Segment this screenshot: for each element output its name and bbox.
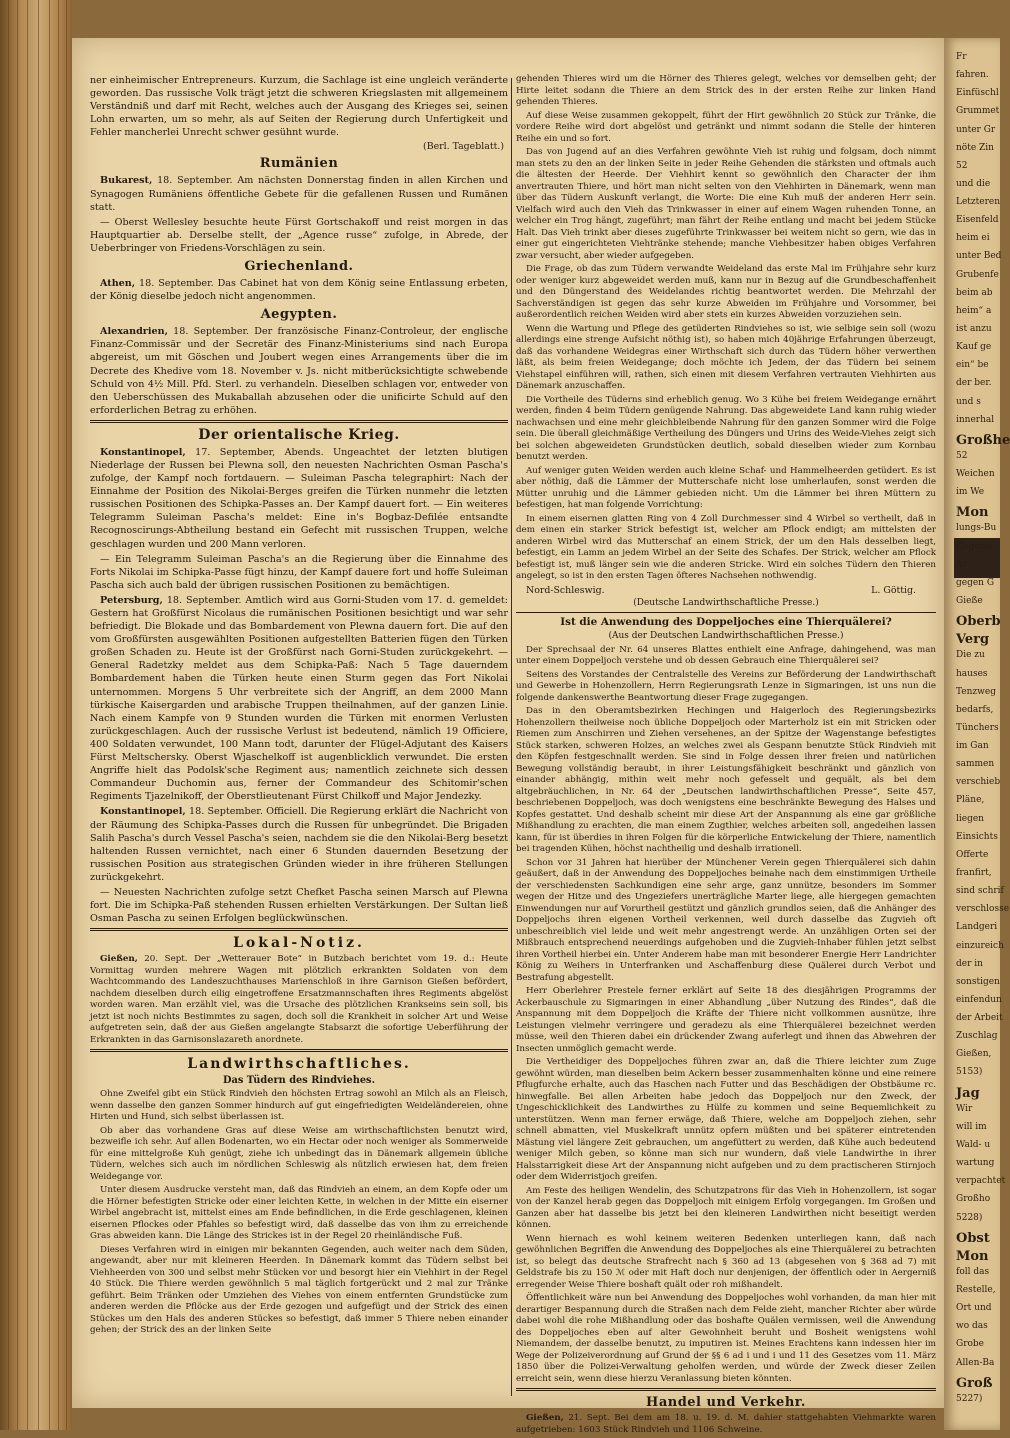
dateline-giessen-2: Gießen, — [526, 1413, 564, 1423]
heading-doppeljoch: Ist die Anwendung des Doppeljoches eine Thierquälerei? — [560, 615, 892, 628]
strip-text-fragment: Verg — [956, 632, 990, 648]
paragraph-rumaenien-2: — Oberst Wellesley besuchte heute Fürst Gortschakoff und reist morgen in das Hauptquartier ab. Derselbe stellt, der „Agence russe“ zufolge, in Abrede, der Ueberbringer von Friedens-Vorschlägen zu sein. — [90, 216, 508, 254]
strip-text-fragment: franfirt, — [956, 868, 992, 878]
paragraph-krieg-4 — [90, 805, 508, 884]
strip-text-fragment: Offerte — [956, 849, 989, 860]
paragraph-handel — [516, 1413, 936, 1436]
paragraph-doppel-4: Schon vor 31 Jahren hat hierüber der Münchener Verein gegen Thierquälerei sich dahin geäußert, daß in der Anwendung des Doppeljoches beinahe nach dem einstimmigen Urtheile der verschiedensten Sachkundigen eine sehr arge, ganz unnütze, besonders im Sommer wegen der Hitze und des Ungeziefers unerträgliche Marter liege, alle hiergegen gemachten Einwendungen nur auf Vorurtheil gestützt und gänzlich grundlos seien, daß die Anhänger des Doppeljochs ihren eigenen Vortheil verkennen, weil durch dasselbe das Zugvieh oft unbeschreiblich viel leide und weit mehr angestrengt werde. An unzähligen Orten sei der Mißbrauch entsprechend neuerdings aufgehoben und die Zugvieh-Inhaber fühlen jetzt selbst ihren Vortheil hierbei ein. Unter Anderem habe man mit besonderer Energie Herr Landrichter König zu Weihers in Unterfranken und Aschaffenburg diese Quälerei durch Verbot und Bestrafung abgestellt. — [516, 857, 936, 983]
strip-text-fragment: 5153) — [956, 1067, 983, 1078]
strip-text-fragment: im Gan — [956, 741, 989, 752]
strip-text-fragment: und s — [956, 396, 981, 407]
strip-text-fragment: Mon — [956, 1248, 989, 1264]
article-intro-paragraph: ner einheimischer Entrepreneurs. Kurzum, die Sachlage ist eine ungleich veränderte geworden. Das russische Volk trägt jetzt die schweren Kriegslasten mit allgemeinem Verständniß und darf mit Recht, welches auch der Ausgang des Krieges sei, seinen Lohn erwarten, um so mehr, als auf Seiten der Regierung durch Unfertigkeit und Fehler mancherlei Unrecht schwer gesühnt wurde. — [90, 75, 508, 139]
paragraph-aegypten — [90, 325, 508, 417]
strip-text-fragment: unter Gr — [956, 124, 996, 135]
strip-text-fragment: Jag — [956, 1085, 980, 1101]
heading-lokal-notiz: Lokal-Notiz. — [233, 935, 365, 952]
text-handel: 21. Sept. Bei dem am 18. u. 19. d. M. dahier stattgehabten Viehmarkte waren aufgetrieben: 1603 Stück Rindvieh und 1106 Schweine. — [516, 1413, 936, 1435]
strip-text-fragment: einzureich — [956, 940, 1004, 951]
paragraph-cont-4: Die Frage, ob das zum Tüdern verwandte Weideland das erste Mal im Frühjahre sehr kurz oder weniger kurz abgeweidet werden muß, kann nur in Bezug auf die Grundbeschaffenheit und den Düngerstand des Weidelandes richtig beantwortet werden. Die Mehrzahl der Sachverständigen ist gegen das sehr kurze Abweiden im Frühjahre und Vorsommer, bei außerordentlich reichen Weiden wird aber stets ein kurzes Abweiden vorzuziehen sein. — [516, 264, 936, 320]
strip-text-fragment: Ort und — [956, 1303, 992, 1314]
strip-text-fragment: Gießen, — [956, 1049, 992, 1060]
heading-handel: Handel und Verkehr. — [646, 1395, 806, 1410]
right-column — [516, 74, 936, 1438]
paragraph-doppel-2: Seitens des Vorstandes der Centralstelle des Vereins zur Beförderung der Landwirthschaft und Gewerbe in Hohenzollern, Herrn Regierungsrath Lenze in Sigmaringen, ist uns nun die folgende dankenswerthe Beantwortung dieser Frage zugegangen. — [516, 669, 936, 703]
strip-text-fragment: Wald- u — [956, 1140, 991, 1150]
intro-source: (Berl. Tageblatt.) — [423, 141, 504, 153]
strip-text-fragment: Grummet — [956, 106, 1000, 117]
strip-text-fragment: Letzteren — [956, 197, 1001, 208]
strip-text-fragment: ist anzu — [956, 324, 992, 334]
strip-text-fragment: Fr — [956, 52, 967, 62]
dateline-athen: Athen, — [100, 278, 136, 290]
heading-griechenland: Griechenland. — [244, 259, 354, 275]
heading-aegypten: Aegypten. — [260, 307, 338, 323]
paragraph-landw-1: Ohne Zweifel gibt ein Stück Rindvieh den höchsten Ertrag sowohl an Milch als an Fleisch, wenn dasselbe den ganzen Sommer hindurch auf gut eingefriedigten Weideländereien, ohne Hirten und Hund, sich selbst überlassen ist. — [90, 1089, 508, 1123]
paragraph-griechenland — [90, 277, 508, 303]
strip-text-fragment: ein“ be — [956, 360, 989, 371]
text-lokal: 20. Sept. Der „Wetterauer Bote“ in Butzbach berichtet vom 19. d.: Heute Vormittag wurden mehrere Wagen mit plötzlich erkrankten Soldaten von dem Wachtcommando des Landeszuchthauses Marienschloß in ihre Garnison Gießen befördert, nachdem dieselben durch eilig eingetroffene Ersatzmannschaften ihres Regiments abgelöst worden waren. Man erzählt viel, was die Ursache des plötzlichen Krankseins sein soll, bis jetzt ist noch nichts Bestimmtes zu sagen, doch soll die Krankheit in solcher Art und Weise aufgetreten sein, daß der aus Gießen angelangte Stabsarzt die sofortige Ueberführung der Erkrankten in das Garnisonslazareth anordnete. — [90, 954, 509, 1045]
paragraph-cont-7: Auf weniger guten Weiden werden auch kleine Schaf- und Hammelheerden getüdert. Es ist aber nöthig, daß die Lämmer der Mutterschafe nicht lose umherlaufen, sonst werden die Mütter unruhig und die Lämmer gebieden nicht. Um die Lämmer bei ihren Müttern zu befestigen, hat man folgende Vorrichtung: — [516, 465, 936, 510]
strip-text-fragment: unter Bed — [956, 251, 1002, 262]
strip-text-fragment: Großho — [956, 1194, 991, 1205]
section-rule — [516, 1388, 936, 1391]
paragraph-doppel-8: Wenn hiernach es wohl keinem weiteren Bedenken unterliegen kann, daß nach gewöhnlichen Begriffen die Anwendung des Doppeljoches als eine Thierquälerei zu betrachten ist, so belegt das deutsche Strafrecht nach § 360 ad 13 (abgesehen von § 368 ad 7) mit Geldstrafe bis zu 150 ℳ oder mit Haft doch nur denjenigen, der öffentlich oder in Aergerniß erregender Weise Thiere boshaft quält oder roh mißhandelt. — [516, 1233, 936, 1290]
strip-text-fragment: wo das — [956, 1321, 988, 1332]
strip-text-fragment: Mon — [956, 505, 989, 521]
paragraph-doppel-9: Öffentlichkeit wäre nun bei Anwendung des Doppeljoches wohl vorhanden, da man hier mit derartiger Bespannung durch die Straßen nach dem Felde zieht, mancher Richter aber würde dabei wohl die rohe Mißhandlung oder das boshafte Quälen vermissen, weil die Anwendung des Doppeljoches eben auf alter Gewohnheit beruht und Bosheit wenigstens wohl Niemandem, der dasselbe benutzt, zu imputiren ist. Meines Erachtens kann indessen hier im Wege der Polizeiverordnung auf Grund der §§ 6 ad i und i und 11 des Gesetzes vom 11. März 1850 über die Polizei-Verwaltung geholfen werden, und würde der Zweck dieser Zeilen erreicht sein, wenn diese hierzu Veranlassung bieten könnten. — [516, 1293, 936, 1384]
paragraph-cont-3: Das von Jugend auf an dies Verfahren gewöhnte Vieh ist ruhig und folgsam, doch nimmt man stets zu den an der linken Seite in jeder Reihe Gehenden die stärksten und oftmals auch die ältesten der Heerde. Der Viehhirt kennt so gewöhnlich den Character der ihm anvertrauten Thiere, und hört man nicht selten von den Viehhirten in Dänemark, wenn man über das Tüdern Auskunft verlangt, die Worte: Die eine Kuh muß der anderen Herr sein. Vielfach wird auch den Vieh das Trinkwasser in einer auf einem Wagen ruhenden Tonne, an welcher ein Trog hängt, zugeführt; man fährt der Reihe entlang und macht bei jedem Stücke Halt. Das Vieh trinkt aber dieses zugeführte Trinkwasser bei weitem nicht so gern, wie das in einer gut eingerichteten Viehtränke stehende; manche Viehbesitzer haben obiges Verfahren zwar versucht, aber wieder aufgegeben. — [516, 147, 936, 261]
dateline-konstantinopel: Konstantinopel, — [100, 446, 186, 458]
strip-text-fragment: verschlosse — [956, 904, 1010, 915]
strip-text-fragment: Landgeri — [956, 922, 998, 933]
strip-text-fragment: Gieße — [956, 596, 983, 606]
strip-text-fragment: Groß — [956, 1375, 993, 1391]
doppeljoch-source: (Aus der Deutschen Landwirthschaftlichen Presse.) — [608, 630, 844, 641]
strip-text-fragment: 52 — [956, 450, 968, 461]
paragraph-krieg-3 — [90, 594, 508, 804]
strip-text-fragment: Kauf ge — [956, 342, 992, 353]
strip-text-fragment: sonstigen — [956, 976, 1000, 987]
strip-text-fragment: Tünchers — [956, 722, 999, 733]
text-aegypten: 18. September. Der französische Finanz-Controleur, der englische Finanz-Commissär und der Secretär des Finanz-Ministeriums sind nach Europa abgereist, um mit Göschen und Joubert wegen eines Arrangements über die im Decrete des Khedive vom 18. November v. Js. nicht mitberücksichtigte schwebende Schuld von 4½ Mill. Pfd. Sterl. zu verhandeln. Dieselben schlagen vor, entweder von den Ueberschüssen des Mukaballah abzusehen oder die unificirte Schuld auf den erforderlichen Betrag zu erhöhen. — [90, 326, 508, 416]
left-column — [90, 74, 508, 1339]
text-krieg-4: 18. September. Officiell. Die Regierung erklärt die Nachricht von der Räumung des Schipka-Passes durch die Russen für unbegründet. Die Brigaden Salih Pascha's durch Vessel Pascha's seien, nachdem sie die den Nikolai-Berg besetzt haltenden Russen vernichtet, nach einer 6 Stunden dauernden Besetzung der russischen Position aus strategischen Gründen wieder in ihre früheren Stellungen zurückgekehrt. — [90, 806, 508, 883]
paragraph-landw-4: Dieses Verfahren wird in einigen mir bekannten Gegenden, auch weiter nach dem Süden, angewandt, aber nur mit kleineren Heerden. In Dänemark kommt das Tüdern selbst bei Viehheerden von 300 und selbst mehr Stücken vor und besorgt hier ein Viehhirt in der Regel 40 Stück. Die Thiere werden gewöhnlich 5 mal täglich fortgerückt und 2 mal zur Tränke geführt. Beim Tränken oder Umziehen des Viehes von einem entfernten Grundstücke zum anderen werden die Pflöcke aus der Erde gezogen und aufgefügt und der Strick des einen Stückes um den Hals des anderen Stückes so befestigt, daß immer 5 Thiere neben einander gehen; der Strick des an der linken Seite — [90, 1244, 508, 1336]
section-rule — [516, 612, 936, 613]
paragraph-doppel-3: Das in den Oberamtsbezirken Hechingen und Haigerloch des Regierungsbezirks Hohenzollern theilweise noch übliche Doppeljoch oder Marterholz ist ein mit Stricken oder Riemen zum Anschirren und Ziehen versehenes, an der Spitze der Wagenstange befestigtes Stück starken, schweren Holzes, an welches zwei als Gespann benutzte Stück Rindvieh mit den Köpfen festgeschnallt werden. Sie sind in Folge dessen ihrer freien und natürlichen Bewegung vollständig beraubt, in ihrer Leistungsfähigkeit beschränkt und gänzlich von einander abhängig, mithin weit mehr noch gefesselt und gequält, als bei dem altgebräuchlichen, in Nr. 64 der „Deutschen landwirthschaftlichen Presse“, Seite 457, beschriebenen Doppeljoch, was doch wenigstens eine beschränkte Bewegung des Halses und Kopfes gestattet. Und deshalb scheint mir diese Art der Anspannung als eine gar größliche Mißhandlung zu erachten, die man einem Zugthier, welches arbeiten soll, angedeihen lassen kann, für ist überdies in ihren Folgen für die körperliche Entwickelung der Thiere, namentlich bei tragenden Kühen, höchst nachtheilig und deshalb irrationell. — [516, 706, 936, 854]
paragraph-krieg-2: — Ein Telegramm Suleiman Pascha's an die Regierung über die Einnahme des Forts Nikolai im Schipka-Passe fügt hinzu, der Kampf dauere fort und hoffe Suleiman Pascha sich auch bald der übrigen russischen Positionen zu bemächtigen. — [90, 553, 508, 591]
column-divider — [511, 78, 512, 1396]
paragraph-doppel-5: Herr Oberlehrer Prestele ferner erklärt auf Seite 18 des diesjährigen Programms der Ackerbauschule zu Sigmaringen in einer Abhandlung „über Nutzung des Rindes“, daß die Anspannung mit dem Doppeljoch die Kräfte der Thiere nicht vollkommen ausnütze, ihre Leistungen vielmehr verringere und geradezu als eine Thierquälerei bezeichnet werden müsse, weil den Thieren dabei ein drückender Zwang auferlegt und ihnen das Abwehren der Insecten unmöglich gemacht werde. — [516, 986, 936, 1054]
strip-text-fragment: Zuschlag — [956, 1031, 998, 1042]
strip-text-fragment: Tenzweg — [956, 686, 996, 697]
paragraph-cont-8: In einem eisernen glatten Ring von 4 Zoll Durchmesser sind 4 Wirbel so vertheilt, daß in dem einen ein starker Strick befestigt ist, welcher am Pflock endigt; am mittelsten der anderen Wirbel wird das Mutterschaf an einem Strick, der um den Hals desselben liegt, befestigt, ein Lamm an jedem Wirbel an der Seite des Schafes. Der Strick, welcher am Pflock befestigt ist, muß länger sein wie die anderen Stricke. Wird ein solches Tüdern den Thieren angelegt, so ist in den ersten Tagen öfteres Nachsehen nothwendig. — [516, 513, 936, 581]
strip-text-fragment: 5227) — [956, 1393, 983, 1404]
section-rule — [90, 928, 508, 931]
heading-rumaenien: Rumänien — [259, 156, 339, 172]
strip-text-fragment: Großhe — [956, 432, 1010, 448]
strip-text-fragment: innerhal — [956, 414, 995, 425]
adjacent-page-strip — [944, 38, 1010, 1430]
strip-text-fragment: 5228) — [956, 1212, 983, 1223]
text-griechenland: 18. September. Das Cabinet hat von dem König seine Entlassung erbeten, der König dieselbe jedoch nicht angenommen. — [90, 278, 508, 303]
heading-landwirthschaftliches: Landwirthschaftliches. — [187, 1056, 411, 1073]
text-rumaenien-1: 18. September. Am nächsten Donnerstag finden in allen Kirchen und Synagogen Rumäniens öffentliche Gebete für die gefallenen Russen und Rumänen statt. — [90, 175, 508, 213]
paragraph-cont-6: Die Vortheile des Tüderns sind erheblich genug. Wo 3 Kühe bei freiem Weidegange ernährt werden, finden 4 beim Tüdern genügende Nahrung. Das abgeweidete Land kann ruhig wieder nachwachsen und eine mehr gleichbleibende Nahrung für den ganzen Sommer wird die Folge sein. Die überall gleichmäßige Vertheilung des Düngers und Urins des Weide-Viehes zeigt sich bei solchen abgeweideten Grundstücken deutlich, sobald dieselben wieder zum Kornbau benutzt werden. — [516, 394, 936, 462]
paragraph-krieg-5: — Neuesten Nachrichten zufolge setzt Chefket Pascha seinen Marsch auf Plewna fort. Die im Schipka-Paß stehenden Russen erhielten Verstärkungen. Der Sultan ließ Osman Pascha zu seinen Erfolgen beglückwünschen. — [90, 886, 508, 925]
strip-text-fragment: heim ei — [956, 233, 990, 244]
paragraph-landw-2: Ob aber das vorhandene Gras auf diese Weise am wirthschaftlichsten benutzt wird, bezweifle ich sehr. Auf allen Bodenarten, wo ein Hectar oder noch weniger als Sommerweide für eine mittelgroße Kuh genügt, ziehe ich unbedingt das in Dänemark allgemein übliche Tüdern, welches sich auch im nördlichen Schleswig als nützlich erwiesen hat, dem freien Weidegange vor. — [90, 1125, 508, 1182]
strip-text-fragment: bedarfs, — [956, 704, 994, 715]
subheading-tuedern: Das Tüdern des Rindviehes. — [223, 1075, 375, 1087]
dateline-giessen: Gießen, — [100, 954, 138, 965]
dateline-petersburg: Petersburg, — [100, 594, 163, 606]
strip-text-fragment: Einfüschl — [956, 88, 999, 99]
heading-orientalische-krieg: Der orientalische Krieg. — [198, 426, 400, 443]
strip-text-fragment: beim ab — [956, 287, 993, 298]
strip-text-fragment: liegen — [956, 813, 984, 824]
strip-text-fragment: wartung — [956, 1158, 995, 1169]
strip-text-fragment: 52 — [956, 160, 968, 171]
strip-text-fragment: der ber. — [956, 378, 992, 389]
paragraph-doppel-7: Am Feste des heiligen Wendelin, des Schutzpatrons für das Vieh in Hohenzollern, ist sogar von der Kanzel herab gegen das Doppeljoch mit einigem Erfolg vorgegangen. Im Großen und Ganzen aber hat dasselbe bis jetzt bei den kleineren Landwirthen nicht beseitigt werden können. — [516, 1185, 936, 1230]
strip-text-fragment: hauses — [956, 668, 988, 679]
paragraph-cont-2: Auf diese Weise zusammen gekoppelt, führt der Hirt gewöhnlich 20 Stück zur Tränke, die vordere Reihe wird dort abgelöst und getränkt und nimmt sodann die Stelle der hinteren Reihe ein und so fort. — [516, 110, 936, 144]
section-rule — [90, 420, 508, 423]
strip-text-fragment: Gegenw — [956, 541, 994, 552]
strip-text-fragment: Weichen — [956, 469, 995, 480]
newspaper-page — [72, 38, 944, 1435]
paragraph-doppel-6: Die Vertheidiger des Doppeljoches führen zwar an, daß die Thiere leichter zum Zuge gewöhnt würden, man dieselben beim Ackern besser zusammenhalten könne und eine reinere Pflugfurche erhalte, auch das Haschen nach Futter und das Beschädigen der Obstbäume rc. hinwegfalle. Bei allen Arbeiten habe jedoch das Doppeljoch nur den Zweck, der Ungeschicklichkeit des Landwirthes zu Hülfe zu kommen und seine Bequemlichkeit zu unterstützen. Wenn man ferner erwäge, daß Thiere, welche am Doppeljoch ziehen, sehr schnell abmatten, viel Muskelkraft unnütz opfern müßten und bei späterer eintretenden Mästung viel längere Zeit gebrauchen, um angefüttert zu werden, daß Kühe auch bedeutend weniger Milch geben, so könne man sich nur wundern, daß viele Landwirthe in ihrer Halsstarrigkeit diese Art der Anspannung nicht aufgeben und zu dem practischeren Stirnjoch oder dem Widerristjoch greifen. — [516, 1057, 936, 1182]
dateline-konstantinopel-2: Konstantinopel, — [100, 806, 186, 818]
strip-text-fragment: der in — [956, 958, 983, 969]
book-binding-edge — [0, 0, 72, 1430]
strip-text-fragment: Grobe — [956, 1339, 984, 1350]
paragraph-rumaenien-1 — [90, 174, 508, 213]
signature-place: Nord-Schleswig. — [526, 584, 605, 596]
paragraph-cont-1: gehenden Thieres wird um die Hörner des Thieres gelegt, welches vor demselben geht; der Hirte leitet sodann die Thiere an dem Strick des in der ersten Reihe zur linken Hand gehenden Thieres. — [516, 74, 936, 107]
strip-text-fragment: sind schrif — [956, 886, 1004, 897]
text-krieg-1: 17. September, Abends. Ungeachtet der letzten blutigen Niederlage der Russen bei Plewna soll, den neuesten Nachrichten Osman Pascha's zufolge, der Kampf noch fortdauern. — Suleiman Pascha telegraphirt: Nach der Einnahme der Position des Nikolai-Berges greifen die Türken nunmehr die letzten russischen Positionen des Schipka-Passes an. Der Kampf dauert fort. — Ein weiteres Telegramm Suleiman Pascha's meldet: Eine in's Bogbaz-Defilée entsandte Recognoscirungs-Abtheilung bestand ein Gefecht mit russischen Truppen, welche geschlagen wurden und 200 Mann verloren. — [90, 446, 508, 550]
paragraph-cont-5: Wenn die Wartung und Pflege des getüderten Rindviehes so ist, wie selbige sein soll (wozu allerdings eine strenge Aufsicht nöthig ist), so haben mich 40jährige Erfahrungen überzeugt, daß das vorhandene Weidegras einer Wirthschaft sich durch das Tüdern höher verwerthen läßt, als beim freien Weidegange; doch möchte ich Jedem, der das Tüdern bei seinem Viehstapel einführen will, rathen, sich einen mit diesem Verfahren vertrauten Viehhirten aus Dänemark anzuschaffen. — [516, 323, 936, 391]
strip-text-fragment: gegen G — [956, 577, 995, 588]
strip-text-fragment: fahren. — [956, 70, 989, 81]
strip-text-fragment: im We — [956, 487, 985, 498]
strip-text-fragment: verpachtet — [956, 1176, 1006, 1187]
strip-text-fragment: Allen-Ba — [956, 1357, 995, 1368]
signature-name: L. Göttig. — [871, 584, 916, 596]
strip-text-fragment: Die zu — [956, 650, 985, 661]
paragraph-doppel-1: Der Sprechsaal der Nr. 64 unseres Blattes enthielt eine Anfrage, dahingehend, was man unter einem Doppeljoch verstehe und ob dessen Gebrauch eine Thierquälerei sei? — [516, 644, 936, 666]
strip-text-fragment: einfendun — [956, 994, 1002, 1005]
strip-text-fragment: nöte Zin — [956, 142, 994, 153]
strip-text-fragment: der Arbeit — [956, 1013, 1003, 1024]
strip-text-fragment: Ar — [956, 559, 967, 570]
strip-text-fragment: Restelle, — [956, 1285, 996, 1296]
strip-text-fragment: Wir — [956, 1103, 973, 1114]
strip-text-fragment: heim“ a — [956, 305, 992, 316]
strip-text-fragment: Oberb — [956, 614, 1001, 630]
strip-text-fragment: Eisenfeld — [956, 215, 999, 226]
dateline-bukarest: Bukarest, — [100, 175, 153, 187]
strip-text-fragment: Grubenfe — [956, 269, 999, 280]
strip-text-fragment: Obst — [956, 1230, 990, 1246]
strip-text-fragment: und die — [956, 178, 991, 189]
strip-text-fragment: will im — [956, 1121, 987, 1132]
strip-text-fragment: lungs-Bu — [956, 523, 997, 534]
paragraph-krieg-1 — [90, 446, 508, 551]
dateline-alexandrien: Alexandrien, — [100, 326, 168, 338]
text-krieg-3: 18. September. Amtlich wird aus Gorni-Studen vom 17. d. gemeldet: Gestern hat Großfürst Nicolaus die rumänischen Positionen besichtigt und war sehr befriedigt. Die Blokade und das Bombardement von Plewna dauern fort. Die auf den vom Großfürsten ausgewählten Positionen aufgestellten Batterien fügen den Türken großen Schaden zu. Heute ist der Großfürst nach Gorni-Studen zurückgekehrt. — General Radetzky meldet aus dem Schipka-Paß: Nach 5 Tage dauerndem Bombardement haben die Türken heute einen Sturm gegen das Fort Nikolai unternommen. Morgens 5 Uhr verbreitete sich der Angriff, an dem 2000 Mann türkische Kaisergarden und arabische Truppen theilnahmen, auf der ganzen Linie. Nach einem Kampfe von 9 Stunden wurden die Türken mit enormen Verlusten zurückgeschlagen. Auch der russische Verlust ist bedeutend, nämlich 19 Officiere, 400 Soldaten verwundet, 100 Mann todt, darunter der Flügel-Adjutant des Kaisers Fürst Meltschersky. Oberst Wjaschelkoff ist augenblicklich verwundet. Die ersten Angriffe hielt das Podolsk'sche Regiment aus; namentlich zeichnete sich dessen Commandeur Duchomin aus, ferner der Commandeur des Schitomir'schen Regiments Tjazelnikoff, der Oberstlieutenant Fürst Chilkoff und Major Jendezky. — [90, 594, 508, 803]
article-source: (Deutsche Landwirthschaftliche Presse.) — [633, 597, 819, 608]
strip-text-fragment: Einsichts — [956, 831, 998, 842]
signature-line — [526, 585, 916, 596]
strip-text-fragment: Pläne, — [956, 795, 985, 806]
strip-text-fragment: foll das — [956, 1266, 990, 1277]
section-rule — [90, 1049, 508, 1052]
strip-text-fragment: sammen — [956, 759, 995, 770]
paragraph-landw-3: Unter diesem Ausdrucke versteht man, daß das Rindvieh an einem, an dem Kopfe oder um die Hörner befestigten Stricke oder einer leichten Kette, in welchen in der Mitte ein eiserner Wirbel angebracht ist, mittelst eines am Ende befindlichen, in die Erde geschlagenen, kleinen eisernen Pflockes oder Pfahles so befestigt wird, daß dasselbe das von ihm zu erreichende Gras abweiden kann. Die Länge des Strickes ist in der Regel 20 rheinländische Fuß. — [90, 1185, 508, 1242]
strip-text-fragment: verschieb — [956, 777, 1001, 788]
paragraph-lokal — [90, 954, 508, 1046]
